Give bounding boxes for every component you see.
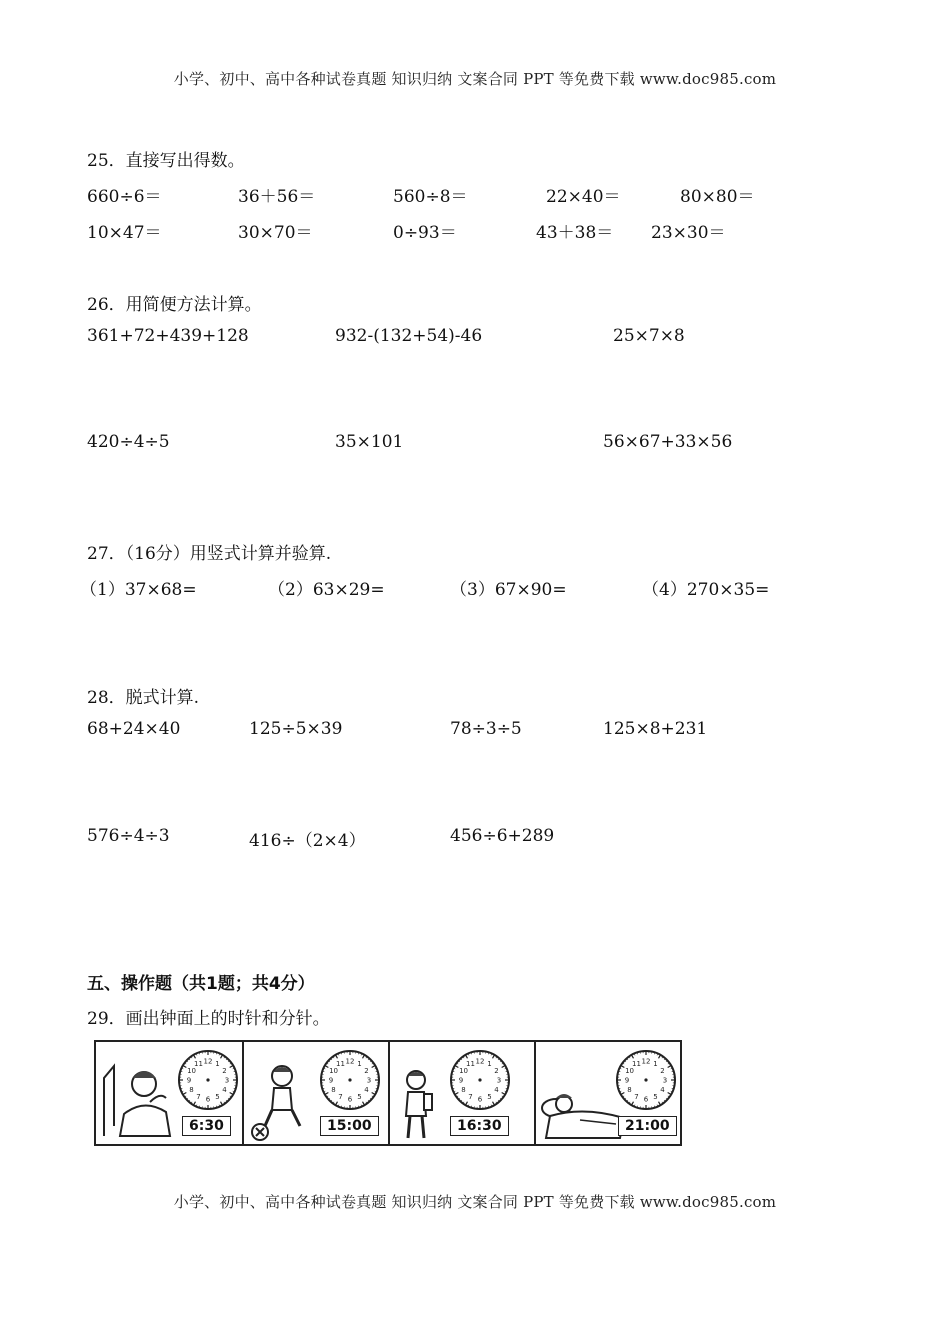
clock-number: 3 [496, 1076, 502, 1085]
clock-center [644, 1078, 647, 1081]
clock-number: 7 [196, 1092, 201, 1101]
clock-number: 9 [186, 1076, 192, 1085]
clock-number: 5 [487, 1092, 492, 1101]
clock-number: 8 [627, 1086, 632, 1094]
q25-r1-item: 80×80＝ [680, 187, 755, 207]
clock-number: 1 [215, 1060, 220, 1069]
clock-number: 12 [641, 1057, 651, 1066]
q28-r1-item: 125÷5×39 [249, 719, 343, 739]
clock-face-icon[interactable] [614, 1048, 678, 1112]
q28-r2-item: 456÷6+289 [450, 826, 555, 846]
q26-r1-item: 361+72+439+128 [87, 326, 249, 346]
clock-number: 4 [660, 1086, 665, 1094]
clock-number: 5 [653, 1092, 658, 1101]
clock-number: 6 [477, 1095, 483, 1104]
q26-r1-item: 932-(132+54)-46 [335, 326, 483, 346]
clock-center [478, 1078, 481, 1081]
clock-panel-sleep [536, 1042, 680, 1144]
q27-item: （3）67×90= [450, 580, 567, 600]
clock-number: 2 [222, 1067, 227, 1075]
clock-number: 11 [336, 1060, 345, 1069]
clock-number: 8 [461, 1086, 466, 1094]
q27-item: （1）37×68= [80, 580, 197, 600]
clock-number: 12 [345, 1057, 355, 1066]
q26-r2-item: 420÷4÷5 [87, 432, 170, 452]
q26-r2-item: 56×67+33×56 [603, 432, 733, 452]
football-illustration [248, 1062, 314, 1142]
clock-number: 8 [331, 1086, 336, 1094]
clock-number: 12 [475, 1057, 485, 1066]
clock-number: 7 [338, 1092, 343, 1101]
clock-number: 11 [632, 1060, 641, 1069]
clock-face-icon[interactable] [318, 1048, 382, 1112]
clock-number: 6 [347, 1095, 353, 1104]
clock-number: 11 [194, 1060, 203, 1069]
clock-number: 5 [357, 1092, 362, 1101]
q26-r1-item: 25×7×8 [613, 326, 685, 346]
clock-number: 3 [662, 1076, 668, 1085]
q28-r1-item: 68+24×40 [87, 719, 181, 739]
q25-r2-item: 30×70＝ [238, 223, 313, 243]
q25-r1-item: 660÷6＝ [87, 187, 162, 207]
clock-number: 9 [624, 1076, 630, 1085]
q27-item: （2）63×29= [268, 580, 385, 600]
q28-r1-item: 78÷3÷5 [450, 719, 522, 739]
q29-title: 29．画出钟面上的时针和分针。 [87, 1009, 330, 1029]
clock-number: 1 [357, 1060, 362, 1069]
q25-r2-item: 43＋38＝ [536, 223, 614, 243]
q25-r2-item: 0÷93＝ [393, 223, 457, 243]
clock-number: 4 [222, 1086, 227, 1094]
clock-number: 6 [205, 1095, 211, 1104]
clock-number: 10 [187, 1067, 197, 1075]
q27-item: （4）270×35= [642, 580, 770, 600]
clock-panel-school [390, 1042, 536, 1144]
clock-face-icon[interactable] [176, 1048, 240, 1112]
q25-r2-item: 10×47＝ [87, 223, 162, 243]
clock-number: 2 [660, 1067, 665, 1075]
clock-number: 2 [494, 1067, 499, 1075]
clock-number: 5 [215, 1092, 220, 1101]
clock-number: 7 [468, 1092, 473, 1101]
q25-title: 25．直接写出得数。 [87, 151, 245, 171]
q26-r2-item: 35×101 [335, 432, 404, 452]
q28-r2-item: 416÷（2×4） [249, 831, 366, 851]
clock-face-icon[interactable] [448, 1048, 512, 1112]
q28-title: 28．脱式计算. [87, 688, 200, 708]
q25-r1-item: 560÷8＝ [393, 187, 468, 207]
clock-number: 12 [203, 1057, 213, 1066]
clock-number: 6 [643, 1095, 649, 1104]
q25-r1-item: 36＋56＝ [238, 187, 316, 207]
clock-panel-wakeup [96, 1042, 244, 1144]
page-header: 小学、初中、高中各种试卷真题 知识归纳 文案合同 PPT 等免费下载 www.doc985.com [173, 70, 777, 88]
clock-number: 4 [364, 1086, 369, 1094]
time-label: 6:30 [182, 1116, 231, 1136]
q27-title: 27．（16分）用竖式计算并验算. [87, 544, 332, 564]
clock-strip [94, 1040, 682, 1146]
time-label: 21:00 [618, 1116, 677, 1136]
clock-number: 10 [459, 1067, 469, 1075]
q25-r1-item: 22×40＝ [546, 187, 621, 207]
q26-title: 26．用简便方法计算。 [87, 295, 262, 315]
q28-r1-item: 125×8+231 [603, 719, 708, 739]
student-illustration [396, 1068, 436, 1142]
clock-number: 10 [329, 1067, 339, 1075]
clock-number: 1 [653, 1060, 658, 1069]
page-footer: 小学、初中、高中各种试卷真题 知识归纳 文案合同 PPT 等免费下载 www.doc985.com [173, 1193, 777, 1211]
clock-number: 10 [625, 1067, 635, 1075]
clock-number: 7 [634, 1092, 639, 1101]
clock-number: 2 [364, 1067, 369, 1075]
clock-number: 1 [487, 1060, 492, 1069]
clock-panel-football [244, 1042, 390, 1144]
q25-r2-item: 23×30＝ [651, 223, 726, 243]
clock-center [348, 1078, 351, 1081]
time-label: 16:30 [450, 1116, 509, 1136]
clock-number: 9 [458, 1076, 464, 1085]
section-heading: 五、操作题（共1题；共4分） [87, 974, 315, 994]
clock-number: 3 [366, 1076, 372, 1085]
clock-number: 11 [466, 1060, 475, 1069]
clock-number: 8 [189, 1086, 194, 1094]
time-label: 15:00 [320, 1116, 379, 1136]
clock-number: 4 [494, 1086, 499, 1094]
clock-number: 3 [224, 1076, 230, 1085]
q28-r2-item: 576÷4÷3 [87, 826, 170, 846]
clock-center [206, 1078, 209, 1081]
wakeup-illustration [100, 1056, 176, 1142]
clock-number: 9 [328, 1076, 334, 1085]
